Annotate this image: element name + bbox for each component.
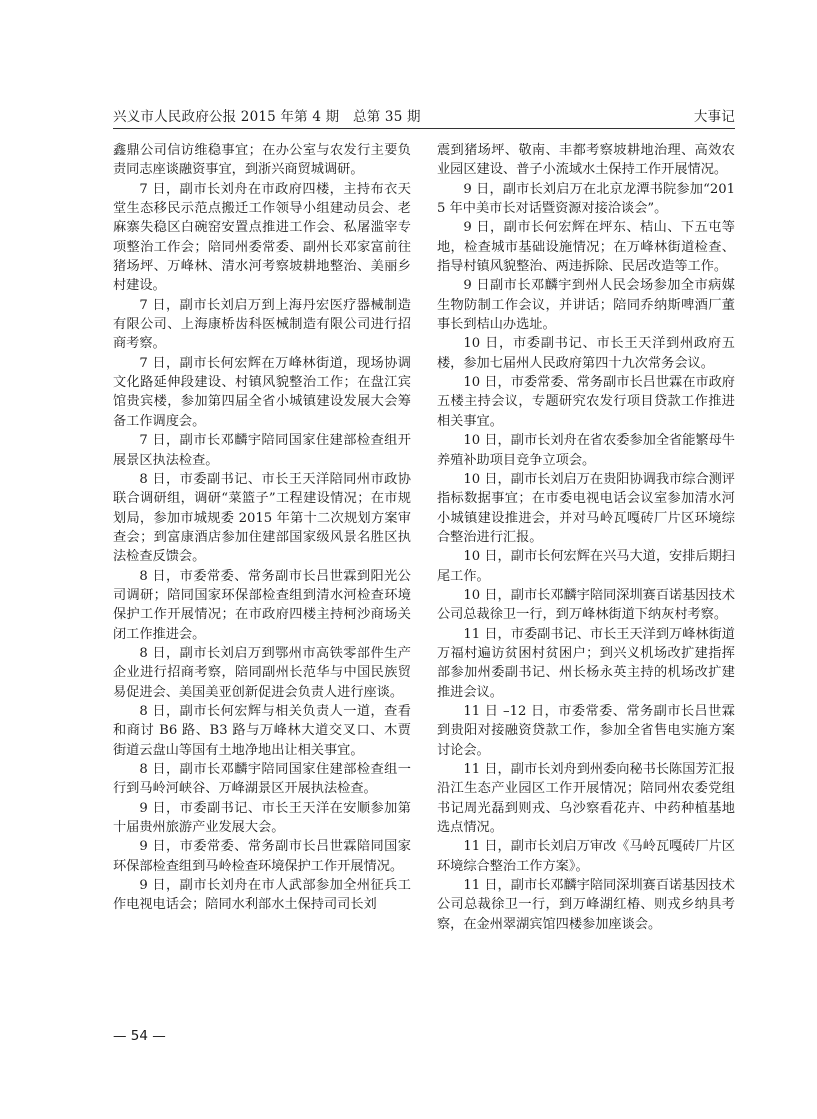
paragraph: 7 日，副市长邓麟宇陪同国家住建部检查组开展景区执法检查。 <box>113 433 411 468</box>
paragraph: 鑫鼎公司信访维稳事宜；在办公室与农发行主要负责同志座谈融资事宜，到浙兴商贸城调研。 <box>113 143 411 178</box>
section-title: 大事记 <box>693 109 735 125</box>
paragraph: 震到猪场坪、敬南、丰都考察坡耕地治理、高效农业园区建设、普子小流域水土保持工作开展情况。 <box>437 143 735 178</box>
paragraph: 8 日，副市长邓麟宇陪同国家住建部检查组一行到马岭河峡谷、万峰湖景区开展执法检查。 <box>113 762 411 797</box>
paragraph: 9 日，副市长刘启万在北京龙潭书院参加“2015 年中美市长对话暨资源对接洽谈会”。 <box>437 181 735 217</box>
paragraph: 11 日，市委副书记、市长王天洋到万峰林街道万福村遍访贫困村贫困户；到兴义机场改扩建指挥部参加州委副书记、州长杨永英主持的机场改扩建推进会议。 <box>437 626 735 700</box>
paragraph: 9 日副市长邓麟宇到州人民会场参加全市病媒生物防制工作会议，并讲话；陪同乔纳斯啤酒厂董事长到桔山办选址。 <box>437 278 735 333</box>
paragraph: 11 日，副市长邓麟宇陪同深圳赛百诺基因技术公司总裁徐卫一行，到万峰湖红椿、则戎乡纳具考察，在金州翠湖宾馆四楼参加座谈会。 <box>437 878 735 932</box>
page-number: — 54 — <box>113 1028 166 1044</box>
journal-title: 兴义市人民政府公报 2015 年第 4 期 总第 35 期 <box>113 109 421 125</box>
paragraph: 10 日，副市长何宏辉在兴马大道，安排后期扫尾工作。 <box>437 549 735 584</box>
paragraph: 8 日，市委副书记、市长王天洋陪同州市政协联合调研组，调研“菜篮子”工程建设情况；在市规划局，参加市城规委 2015 年第十二次规划方案审查会；到富康酒店参加住建部国家级风景名胜区执法检查反馈会。 <box>113 471 411 565</box>
page-header <box>113 103 735 129</box>
paragraph: 11 日，副市长刘启万审改《马岭瓦嘎砖厂片区环境综合整治工作方案》。 <box>437 839 735 874</box>
paragraph: 7 日，副市长刘舟在市政府四楼，主持布衣天堂生态移民示范点搬迁工作领导小组建动员会、老麻寨失稳区白碗窑安置点推进工作会、私屠滥宰专项整治工作会；陪同州委常委、副州长邓家富前往猪场坪、万峰林、清水河考察坡耕地整治、美丽乡村建设。 <box>113 181 411 294</box>
paragraph: 8 日，副市长刘启万到鄂州市高铁零部件生产企业进行招商考察，陪同副州长范华与中国民族贸易促进会、美国美亚创新促进会负责人进行座谈。 <box>113 645 411 700</box>
paragraph: 10 日，副市长刘舟在省农委参加全省能繁母牛养殖补助项目竞争立项会。 <box>437 433 735 468</box>
paragraph: 10 日，副市长邓麟宇陪同深圳赛百诺基因技术公司总裁徐卫一行，到万峰林街道下纳灰村考察。 <box>437 587 735 623</box>
paragraph: 8 日，副市长何宏辉与相关负责人一道，查看和商讨 B6 路、B3 路与万峰林大道交叉口、木贾街道云盘山等国有土地净地出让相关事宜。 <box>113 703 411 758</box>
paragraph: 8 日，市委常委、常务副市长吕世霖到阳光公司调研；陪同国家环保部检查组到清水河检查环境保护工作开展情况；在市政府四楼主持柯沙商场关闭工作推进会。 <box>113 568 411 642</box>
paragraph: 11 日 –12 日，市委常委、常务副市长吕世霖到贵阳对接融资贷款工作，参加全省售电实施方案讨论会。 <box>437 703 735 758</box>
right-column <box>437 141 735 1021</box>
left-column <box>113 141 411 1021</box>
paragraph: 11 日，副市长刘舟到州委向秘书长陈国芳汇报沿江生态产业园区工作开展情况；陪同州农委党组书记周光磊到则戎、乌沙察看花卉、中药种植基地选点情况。 <box>437 762 735 836</box>
paragraph: 9 日，市委常委、常务副市长吕世霖陪同国家环保部检查组到马岭检查环境保护工作开展情况。 <box>113 839 411 874</box>
paragraph: 7 日，副市长刘启万到上海丹宏医疗器械制造有限公司、上海康桥齿科医械制造有限公司进行招商考察。 <box>113 297 411 352</box>
paragraph: 10 日，市委常委、常务副市长吕世霖在市政府五楼主持会议，专题研究农发行项目贷款工作推进相关事宜。 <box>437 375 735 429</box>
paragraph: 9 日，副市长刘舟在市人武部参加全州征兵工作电视电话会；陪同水利部水土保持司司长刘 <box>113 878 411 913</box>
header-rule <box>113 128 735 129</box>
paragraph: 7 日，副市长何宏辉在万峰林街道，现场协调文化路延伸段建设、村镇风貌整治工作；在盘江宾馆贵宾楼，参加第四届全省小城镇建设发展大会筹备工作调度会。 <box>113 355 411 429</box>
paragraph: 9 日，市委副书记、市长王天洋在安顺参加第十届贵州旅游产业发展大会。 <box>113 800 411 836</box>
paragraph: 10 日，市委副书记、市长王天洋到州政府五楼，参加七届州人民政府第四十九次常务会议。 <box>437 336 735 371</box>
paragraph: 9 日，副市长何宏辉在坪东、桔山、下五屯等地，检查城市基础设施情况；在万峰林街道检查、指导村镇风貌整治、两违拆除、民居改造等工作。 <box>437 220 735 275</box>
paragraph: 10 日，副市长刘启万在贵阳协调我市综合测评指标数据事宜；在市委电视电话会议室参加清水河小城镇建设推进会，并对马岭瓦嘎砖厂片区环境综合整治进行汇报。 <box>437 471 735 545</box>
